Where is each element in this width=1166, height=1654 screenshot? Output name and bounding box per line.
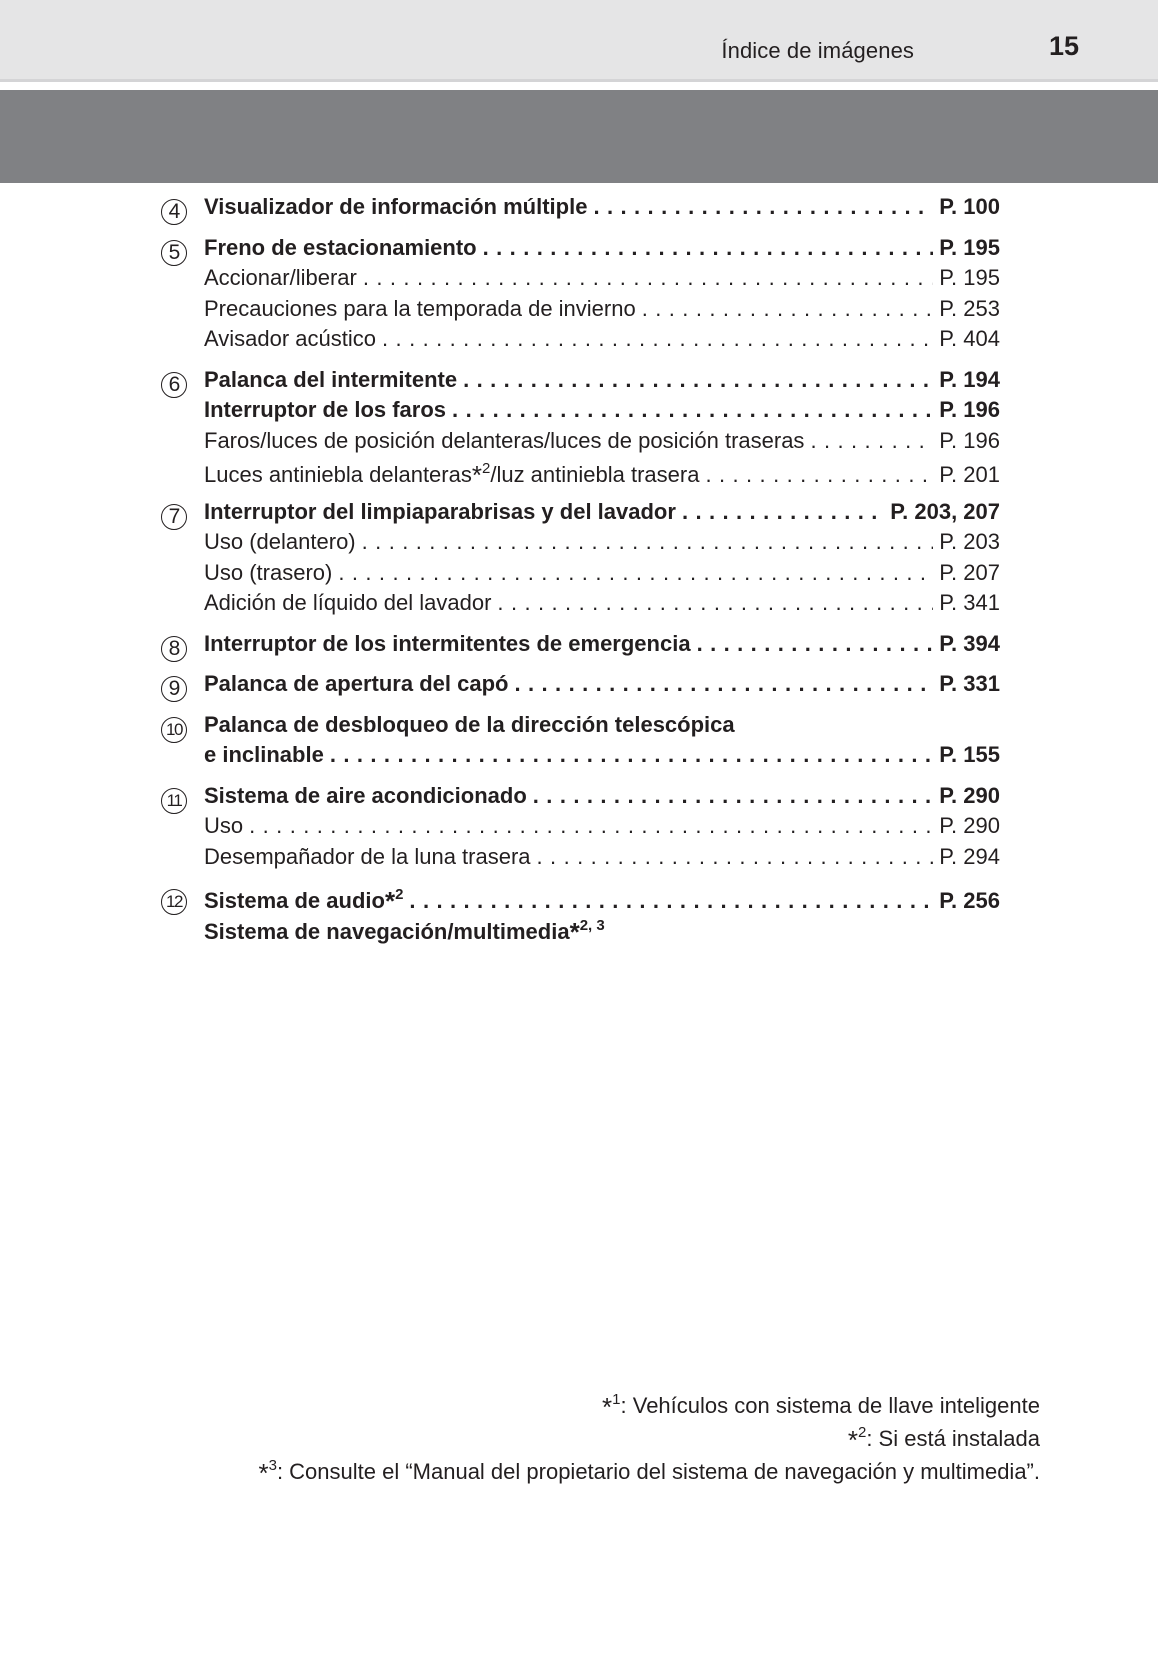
dot-leader — [483, 235, 934, 261]
dot-leader — [810, 428, 933, 454]
index-entry[interactable] — [204, 296, 1000, 327]
footnote-3 — [220, 1452, 1040, 1488]
dot-leader — [705, 462, 933, 488]
index-entry[interactable] — [204, 397, 1000, 428]
footnote-ref: 2 — [395, 886, 404, 903]
page-reference[interactable]: P. 341 — [939, 590, 1000, 615]
page-reference[interactable]: P. 256 — [939, 888, 1000, 913]
footnote-mark: 2 — [857, 1424, 867, 1441]
page-reference[interactable]: P. 203, 207 — [890, 498, 1000, 524]
footnote-star-icon: * — [847, 1425, 858, 1455]
page-reference[interactable]: P. 290 — [939, 813, 1000, 838]
entry-group-12 — [155, 884, 1000, 945]
entry-label: Uso — [204, 813, 244, 838]
page-reference[interactable]: P. 207 — [939, 559, 1000, 585]
entry-label: Palanca de apertura del capó — [204, 671, 509, 696]
entry-label: Sistema de audio*$^2$ — [204, 886, 404, 915]
entry-label: Interruptor de los faros — [204, 397, 447, 422]
dot-leader — [330, 742, 933, 768]
footnote-1 — [220, 1386, 1040, 1422]
entry-label: Interruptor del limpiaparabrisas y del lavador — [204, 498, 676, 524]
item-number-badge: 4 — [161, 199, 187, 225]
dot-leader — [363, 265, 933, 291]
page-reference[interactable]: P. 155 — [939, 742, 1000, 767]
index-entry[interactable] — [204, 915, 1000, 946]
dot-leader — [593, 194, 933, 220]
index-entries — [155, 194, 1000, 955]
entry-label: Luces antiniebla delanteras*$^2$/luz antiniebla trasera — [204, 460, 700, 489]
dot-leader — [514, 671, 933, 697]
item-number-badge: 5 — [161, 240, 187, 266]
entry-label: Interruptor de los intermitentes de emergencia — [204, 630, 691, 656]
entry-label: Avisador acústico — [204, 326, 377, 351]
entry-label: Sistema de navegación/multimedia*$^{2, 3}$ — [204, 916, 605, 945]
index-entry[interactable] — [204, 529, 1000, 560]
page-reference[interactable]: P. 394 — [939, 630, 1000, 656]
index-entry[interactable] — [204, 712, 1000, 743]
dot-leader — [642, 296, 934, 322]
page-reference[interactable]: P. 195 — [939, 265, 1000, 290]
entry-group-9 — [155, 671, 1000, 702]
footnote-text: : Si está instalada — [866, 1426, 1040, 1451]
entry-label: Adición de líquido del lavador — [204, 590, 492, 615]
index-entry[interactable] — [204, 813, 1000, 844]
page-reference[interactable]: P. 194 — [939, 366, 1000, 392]
page-reference[interactable]: P. 331 — [939, 671, 1000, 696]
item-number-badge: 12 — [161, 889, 187, 915]
index-entry[interactable] — [204, 194, 1000, 225]
index-entry[interactable] — [204, 499, 1000, 530]
page-reference[interactable]: P. 203 — [939, 529, 1000, 554]
entry-label: Palanca del intermitente — [204, 366, 458, 392]
section-title: Índice de imágenes — [721, 38, 914, 63]
index-entry[interactable] — [204, 671, 1000, 702]
dot-leader — [249, 813, 933, 839]
entry-label: Uso (trasero) — [204, 559, 333, 585]
item-number-badge: 8 — [161, 636, 187, 662]
entry-label: Visualizador de información múltiple — [204, 194, 588, 219]
page-reference[interactable]: P. 253 — [939, 295, 1000, 321]
item-number-badge: 10 — [161, 717, 187, 743]
footnote-mark: 3 — [268, 1457, 277, 1474]
footnote-star-icon: * — [471, 460, 482, 489]
footnote-2 — [220, 1419, 1040, 1455]
item-number-badge: 11 — [161, 788, 187, 814]
dot-leader — [338, 560, 933, 586]
footnote-star-icon: * — [258, 1458, 269, 1488]
item-number-badge: 9 — [161, 676, 187, 702]
item-number-badge: 6 — [161, 372, 187, 398]
section-band — [0, 90, 1158, 183]
entry-label: Sistema de aire acondicionado — [204, 782, 527, 808]
index-entry[interactable] — [204, 458, 1000, 489]
entry-group-11 — [155, 783, 1000, 875]
footnotes — [220, 1386, 1040, 1488]
page-reference[interactable]: P. 290 — [939, 782, 1000, 808]
page-reference[interactable]: P. 201 — [939, 462, 1000, 487]
page-reference[interactable]: P. 100 — [939, 194, 1000, 219]
footnote-text: : Consulte el “Manual del propietario del sistema de navegación y multimedia”. — [276, 1459, 1040, 1484]
entry-label: Desempañador de la luna trasera — [204, 843, 531, 869]
page-reference[interactable]: P. 196 — [939, 397, 1000, 422]
dot-leader — [497, 590, 933, 616]
dot-leader — [362, 529, 934, 555]
dot-leader — [533, 783, 933, 809]
dot-leader — [452, 397, 933, 423]
entry-label: e inclinable — [204, 742, 324, 767]
page-reference[interactable]: P. 196 — [939, 427, 1000, 453]
index-entry[interactable] — [204, 326, 1000, 357]
footnote-star-icon: * — [602, 1392, 613, 1422]
entry-label: Precauciones para la temporada de invierno — [204, 295, 636, 321]
page-number: 15 — [1048, 31, 1079, 61]
index-entry[interactable] — [204, 590, 1000, 621]
page-reference[interactable]: P. 195 — [939, 234, 1000, 260]
index-entry[interactable] — [204, 844, 1000, 875]
footnote-star-icon: * — [569, 916, 580, 945]
dot-leader — [697, 631, 934, 657]
index-entry[interactable] — [204, 742, 1000, 773]
entry-group-5 — [155, 235, 1000, 357]
page-reference[interactable]: P. 294 — [939, 843, 1000, 869]
footnote-star-icon: * — [384, 886, 396, 915]
entry-label: Freno de estacionamiento — [204, 234, 477, 260]
footnote-ref: 2 — [481, 460, 491, 477]
index-entry[interactable] — [204, 265, 1000, 296]
footnote-ref: 2, 3 — [579, 916, 605, 934]
dot-leader — [382, 326, 933, 352]
footnote-text: : Vehículos con sistema de llave inteligente — [620, 1393, 1040, 1418]
header-band — [0, 0, 1158, 82]
dot-leader — [463, 367, 933, 393]
index-entry[interactable] — [204, 884, 1000, 915]
entry-group-6 — [155, 367, 1000, 489]
entry-group-10 — [155, 712, 1000, 773]
entry-label: Accionar/liberar — [204, 265, 357, 290]
entry-group-8 — [155, 631, 1000, 662]
index-entry[interactable] — [204, 367, 1000, 398]
entry-label: Uso (delantero) — [204, 529, 356, 554]
entry-label: Palanca de desbloqueo de la dirección telescópica — [204, 711, 735, 737]
entry-label: Faros/luces de posición delanteras/luces de posición traseras — [204, 427, 805, 453]
footnote-mark: 1 — [612, 1391, 621, 1408]
index-entry[interactable] — [204, 631, 1000, 662]
dot-leader — [537, 844, 934, 870]
item-number-badge: 7 — [161, 504, 187, 530]
dot-leader — [682, 499, 884, 525]
entry-group-7 — [155, 499, 1000, 621]
page-reference[interactable]: P. 404 — [939, 326, 1000, 351]
index-entry[interactable] — [204, 428, 1000, 459]
index-entry[interactable] — [204, 783, 1000, 814]
dot-leader — [409, 888, 933, 914]
index-entry[interactable] — [204, 235, 1000, 266]
entry-group-4 — [155, 194, 1000, 225]
index-entry[interactable] — [204, 560, 1000, 591]
